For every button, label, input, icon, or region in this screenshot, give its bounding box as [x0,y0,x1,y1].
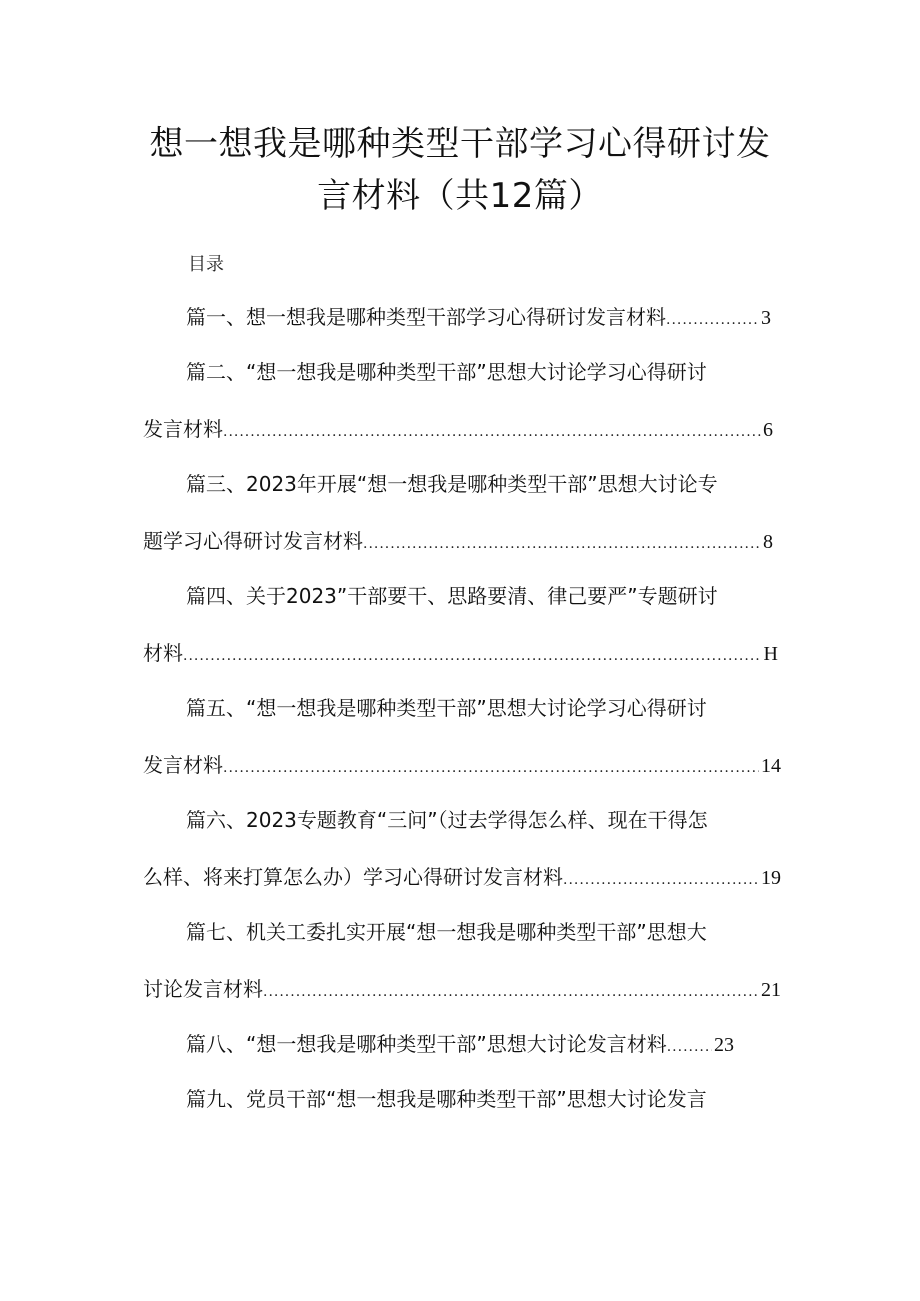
toc-entry-text: 篇六、2023专题教育“三问”（过去学得怎么样、现在干得怎 [186,808,708,832]
toc-entry-3-line-1[interactable] [186,470,718,498]
toc-leader-dots [263,978,759,1006]
toc-entry-9-line-1[interactable] [186,1085,707,1113]
toc-entry-text: 讨论发言材料 [143,977,263,1001]
toc-page-number: 23 [714,1034,734,1056]
toc-entry-text: 篇七、机关工委扎实开展“想一想我是哪种类型干部”思想大 [186,920,707,944]
toc-page-number: 19 [761,867,781,889]
toc-page-number: 21 [761,979,781,1001]
title-line-1: 想一想我是哪种类型干部学习心得研讨发 [149,124,771,164]
document-title [60,118,860,222]
toc-entry-2-line-1[interactable] [186,358,707,386]
toc-entry-8[interactable] [186,1030,734,1061]
toc-entry-4-line-2[interactable] [143,639,778,670]
toc-entry-1[interactable] [186,303,771,334]
toc-entry-6-line-1[interactable] [186,806,708,834]
toc-entry-text: 篇一、想一想我是哪种类型干部学习心得研讨发言材料 [186,305,666,329]
toc-leader-dots [223,754,759,782]
toc-entry-6-line-2[interactable] [143,863,781,894]
toc-entry-5-line-2[interactable] [143,751,781,782]
toc-entry-text: 发言材料 [143,753,223,777]
toc-entry-text: 么样、将来打算怎么办）学习心得研讨发言材料 [143,865,563,889]
toc-entry-text: 篇五、“想一想我是哪种类型干部”思想大讨论学习心得研讨 [186,696,707,720]
toc-page-number: 8 [763,531,773,553]
toc-leader-dots [666,306,759,334]
toc-entry-text: 发言材料 [143,417,223,441]
toc-entry-text: 篇四、关于2023”干部要干、思路要清、律己要严”专题研讨 [186,584,718,608]
toc-page-number: 6 [763,419,773,441]
toc-leader-dots [183,642,762,670]
toc-entry-text: 篇二、“想一想我是哪种类型干部”思想大讨论学习心得研讨 [186,360,707,384]
toc-entry-7-line-2[interactable] [143,975,781,1006]
toc-entry-7-line-1[interactable] [186,918,707,946]
toc-entry-text: 篇八、“想一想我是哪种类型干部”思想大讨论发言材料 [186,1032,667,1056]
toc-leader-dots [223,418,761,446]
toc-entry-text: 篇九、党员干部“想一想我是哪种类型干部”思想大讨论发言 [186,1087,707,1111]
toc-heading: 目录 [188,254,224,275]
toc-entry-2-line-2[interactable] [143,415,773,446]
toc-leader-dots [363,530,761,558]
toc-entry-text: 篇三、2023年开展“想一想我是哪种类型干部”思想大讨论专 [186,472,718,496]
toc-page-number: 3 [761,307,771,329]
title-line-2: 言材料（共12篇） [317,176,603,216]
toc-page-number: 14 [761,755,781,777]
toc-entry-text: 题学习心得研讨发言材料 [143,529,363,553]
toc-leader-dots [667,1033,712,1061]
toc-leader-dots [563,866,759,894]
toc-entry-3-line-2[interactable] [143,527,773,558]
toc-entry-5-line-1[interactable] [186,694,707,722]
toc-entry-text: 材料 [143,641,183,665]
toc-entry-4-line-1[interactable] [186,582,718,610]
toc-page-number: H [763,643,778,665]
